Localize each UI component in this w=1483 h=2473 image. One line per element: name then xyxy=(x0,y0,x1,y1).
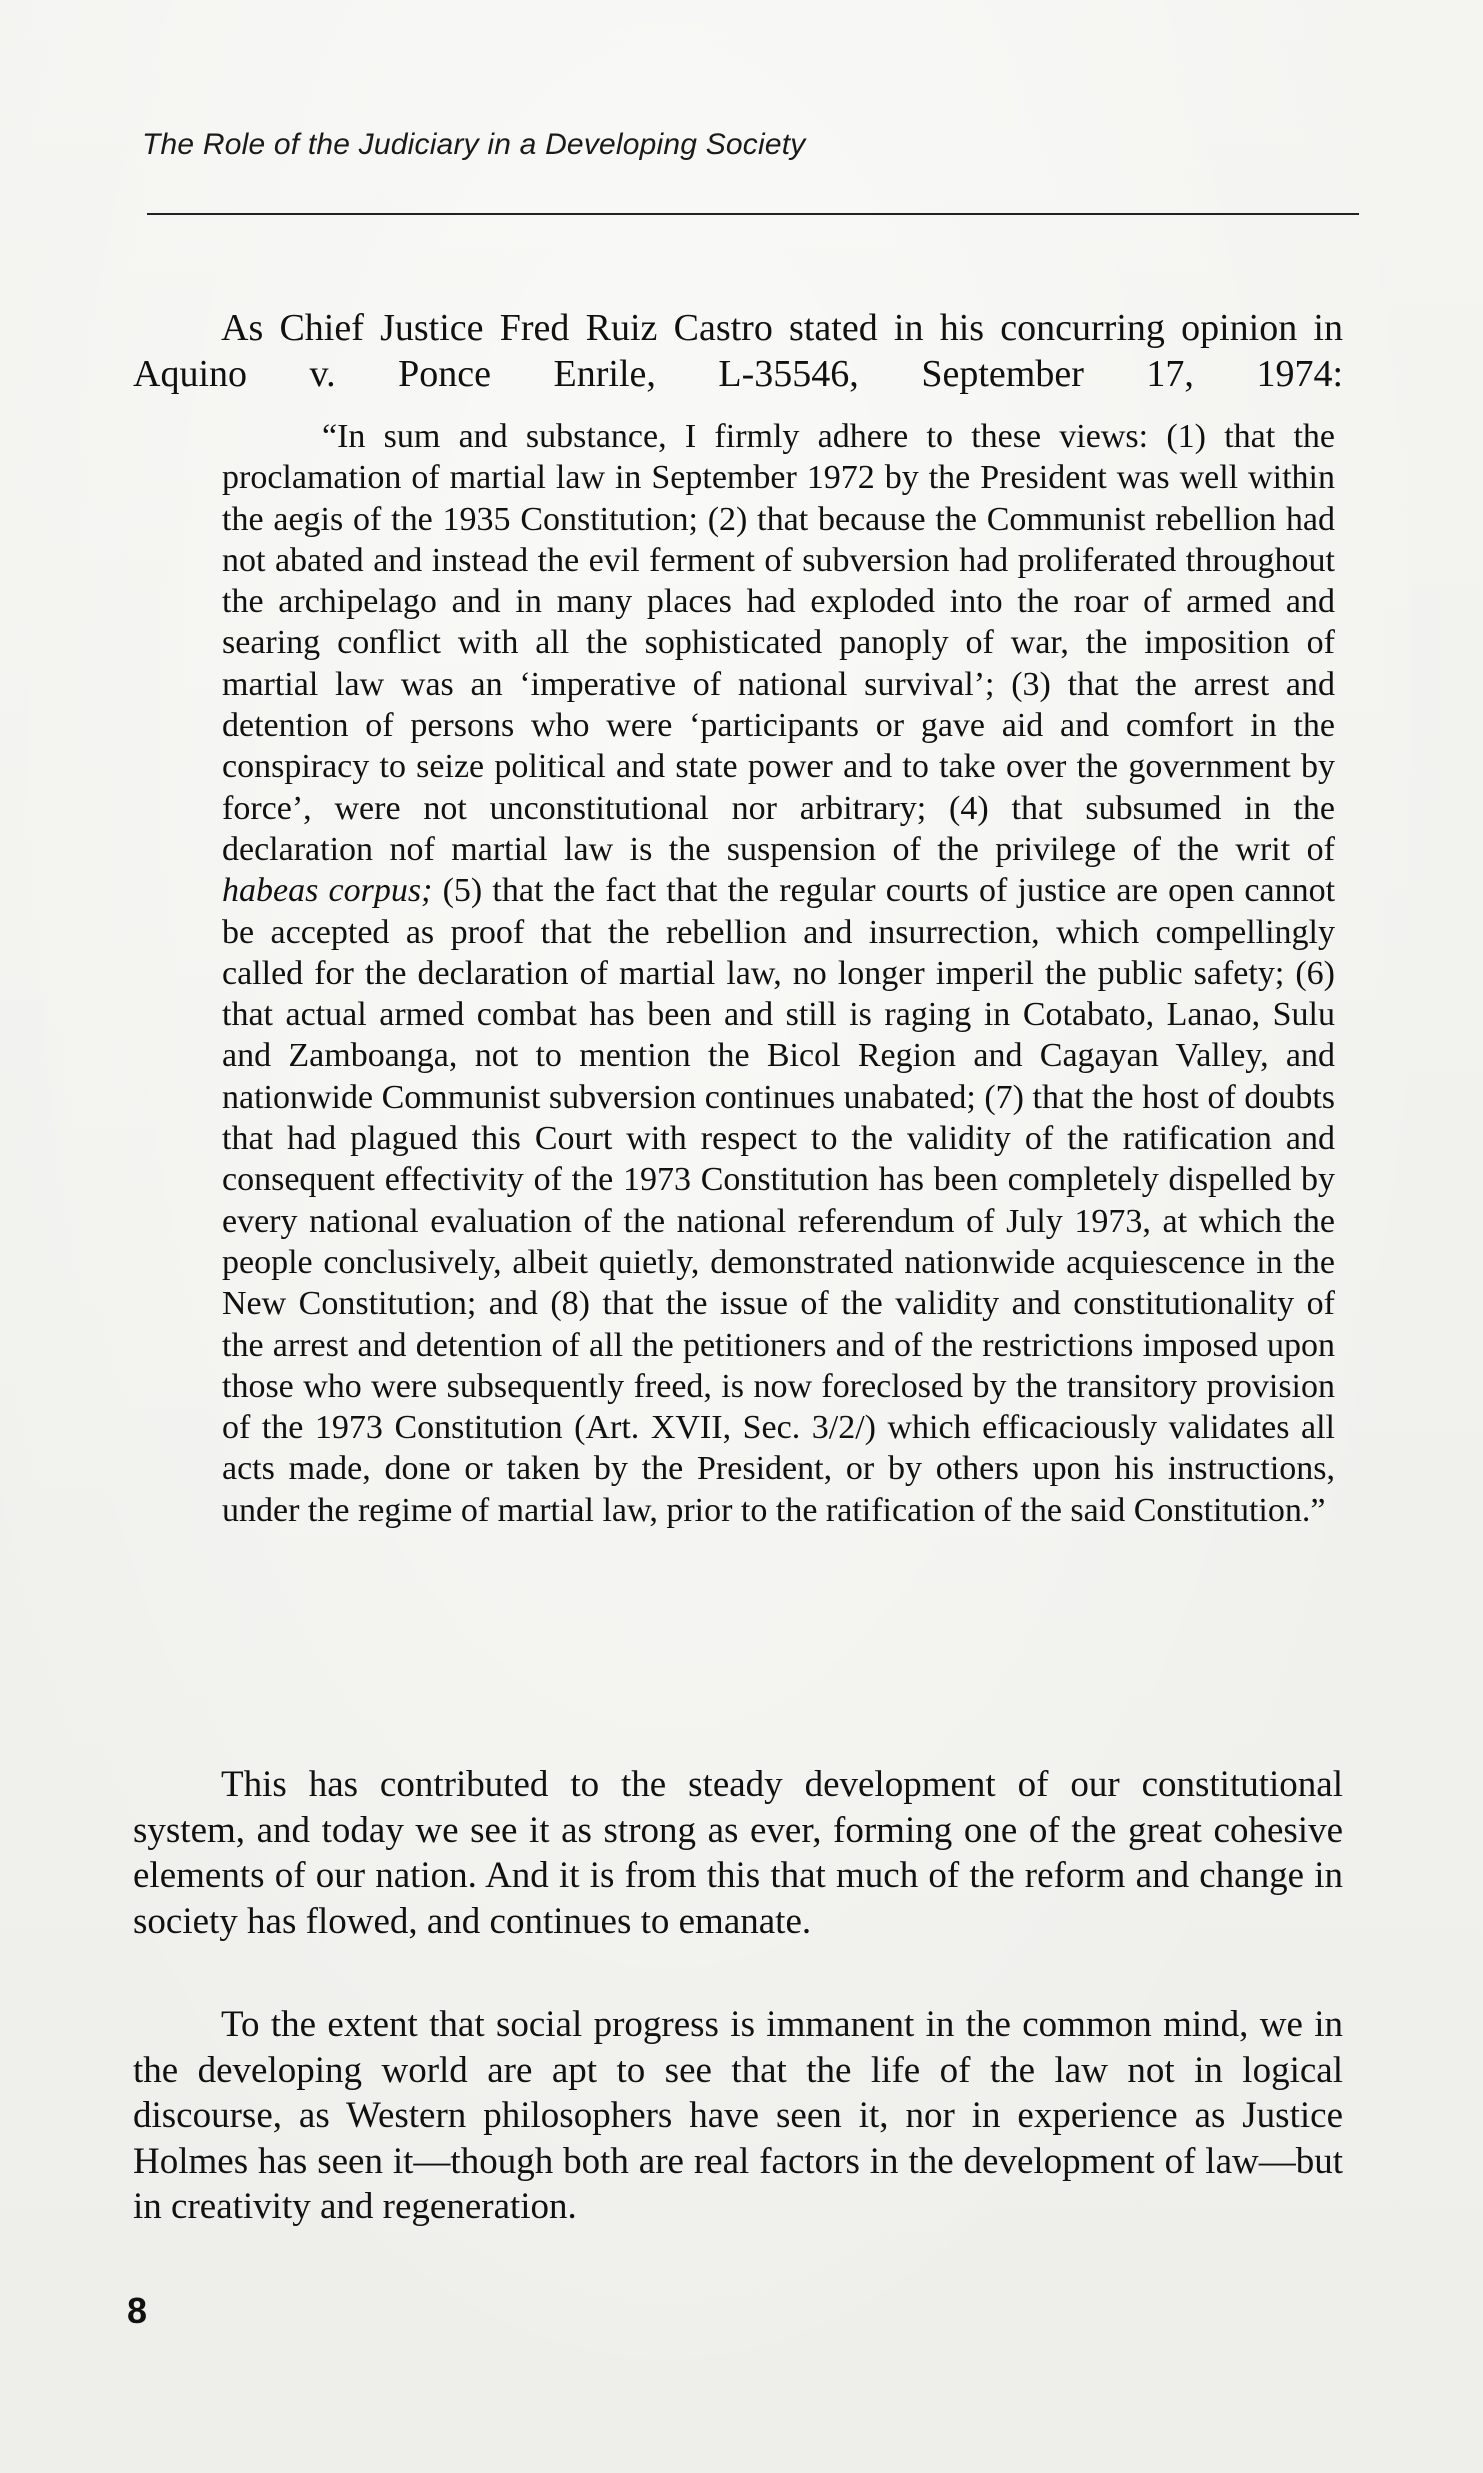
body-paragraph-1-text: This has contributed to the steady development of our constitutional system, and today we see it as strong as ever, forming one of the great cohesive elements of our nation. And it is from this that much of the reform and change in society has flowed, and continues to emanate. xyxy=(133,1764,1343,1942)
page-number: 8 xyxy=(127,2290,148,2331)
header-rule xyxy=(147,213,1359,215)
running-head: The Role of the Judiciary in a Developing Society xyxy=(142,128,806,161)
body-paragraph-2-text: To the extent that social progress is immanent in the common mind, we in the developing world are apt to see that the life of the law not in logical discourse, as Western philosophers have seen it, nor in experience as Justice Holmes has seen it—though both are real factors in the development of law—but in creativity and regeneration. xyxy=(133,2004,1343,2228)
block-quote xyxy=(222,416,1335,1531)
body-paragraph-2 xyxy=(133,2002,1343,2230)
intro-paragraph xyxy=(133,305,1343,397)
body-paragraph-1 xyxy=(133,1762,1343,1944)
quote-italic-term: habeas corpus; xyxy=(222,872,433,910)
quote-text-part-2: (5) that the fact that the regular courts of justice are open cannot be accepted as proof that the rebellion and insurrection, which compellingly called for the declaration of martial law, no longer imperil the public safety; (6) that actual armed combat has been and still is raging in Cotabato, Lanao, Sulu and Zamboanga, not to mention the Bicol Region and Cagayan Valley, and nationwide Communist subversion continues unabated; (7) that the host of doubts that had plagued this Court with respect to the validity of the ratification and consequent effectivity of the 1973 Constitution has been completely dispelled by every national evaluation of the national referendum of July 1973, at which the people conclusively, albeit quietly, demonstrated nationwide acquiescence in the New Constitution; and (8) that the issue of the validity and constitutionality of the arrest and detention of all the petitioners and of the restrictions imposed upon those who were subsequently freed, is now foreclosed by the transitory provision of the 1973 Constitution (Art. XVII, Sec. 3/2/) which efficaciously validates all acts made, done or taken by the President, or by others upon his instructions, under the regime of martial law, prior to the ratification of the said Constitution.” xyxy=(222,872,1336,1529)
intro-text: As Chief Justice Fred Ruiz Castro stated in his concurring opinion in Aquino v. Ponce Enrile, L-35546, September 17, 1974: xyxy=(133,307,1343,395)
quote-text-part-1: “In sum and substance, I firmly adhere to these views: (1) that the proclamation of martial law in September 1972 by the President was well within the aegis of the 1935 Constitution; (2) that because the Communist rebellion had not abated and instead the evil ferment of subversion had proliferated throughout the archipelago and in many places had exploded into the roar of armed and searing conflict with all the sophisticated panoply of war, the imposition of martial law was an ‘imperative of national survival’; (3) that the arrest and detention of persons who were ‘participants or gave aid and comfort in the conspiracy to seize political and state power and to take over the government by force’, were not unconstitutional nor arbitrary; (4) that subsumed in the declaration nof martial law is the suspension of the privilege of the writ of xyxy=(222,418,1335,868)
